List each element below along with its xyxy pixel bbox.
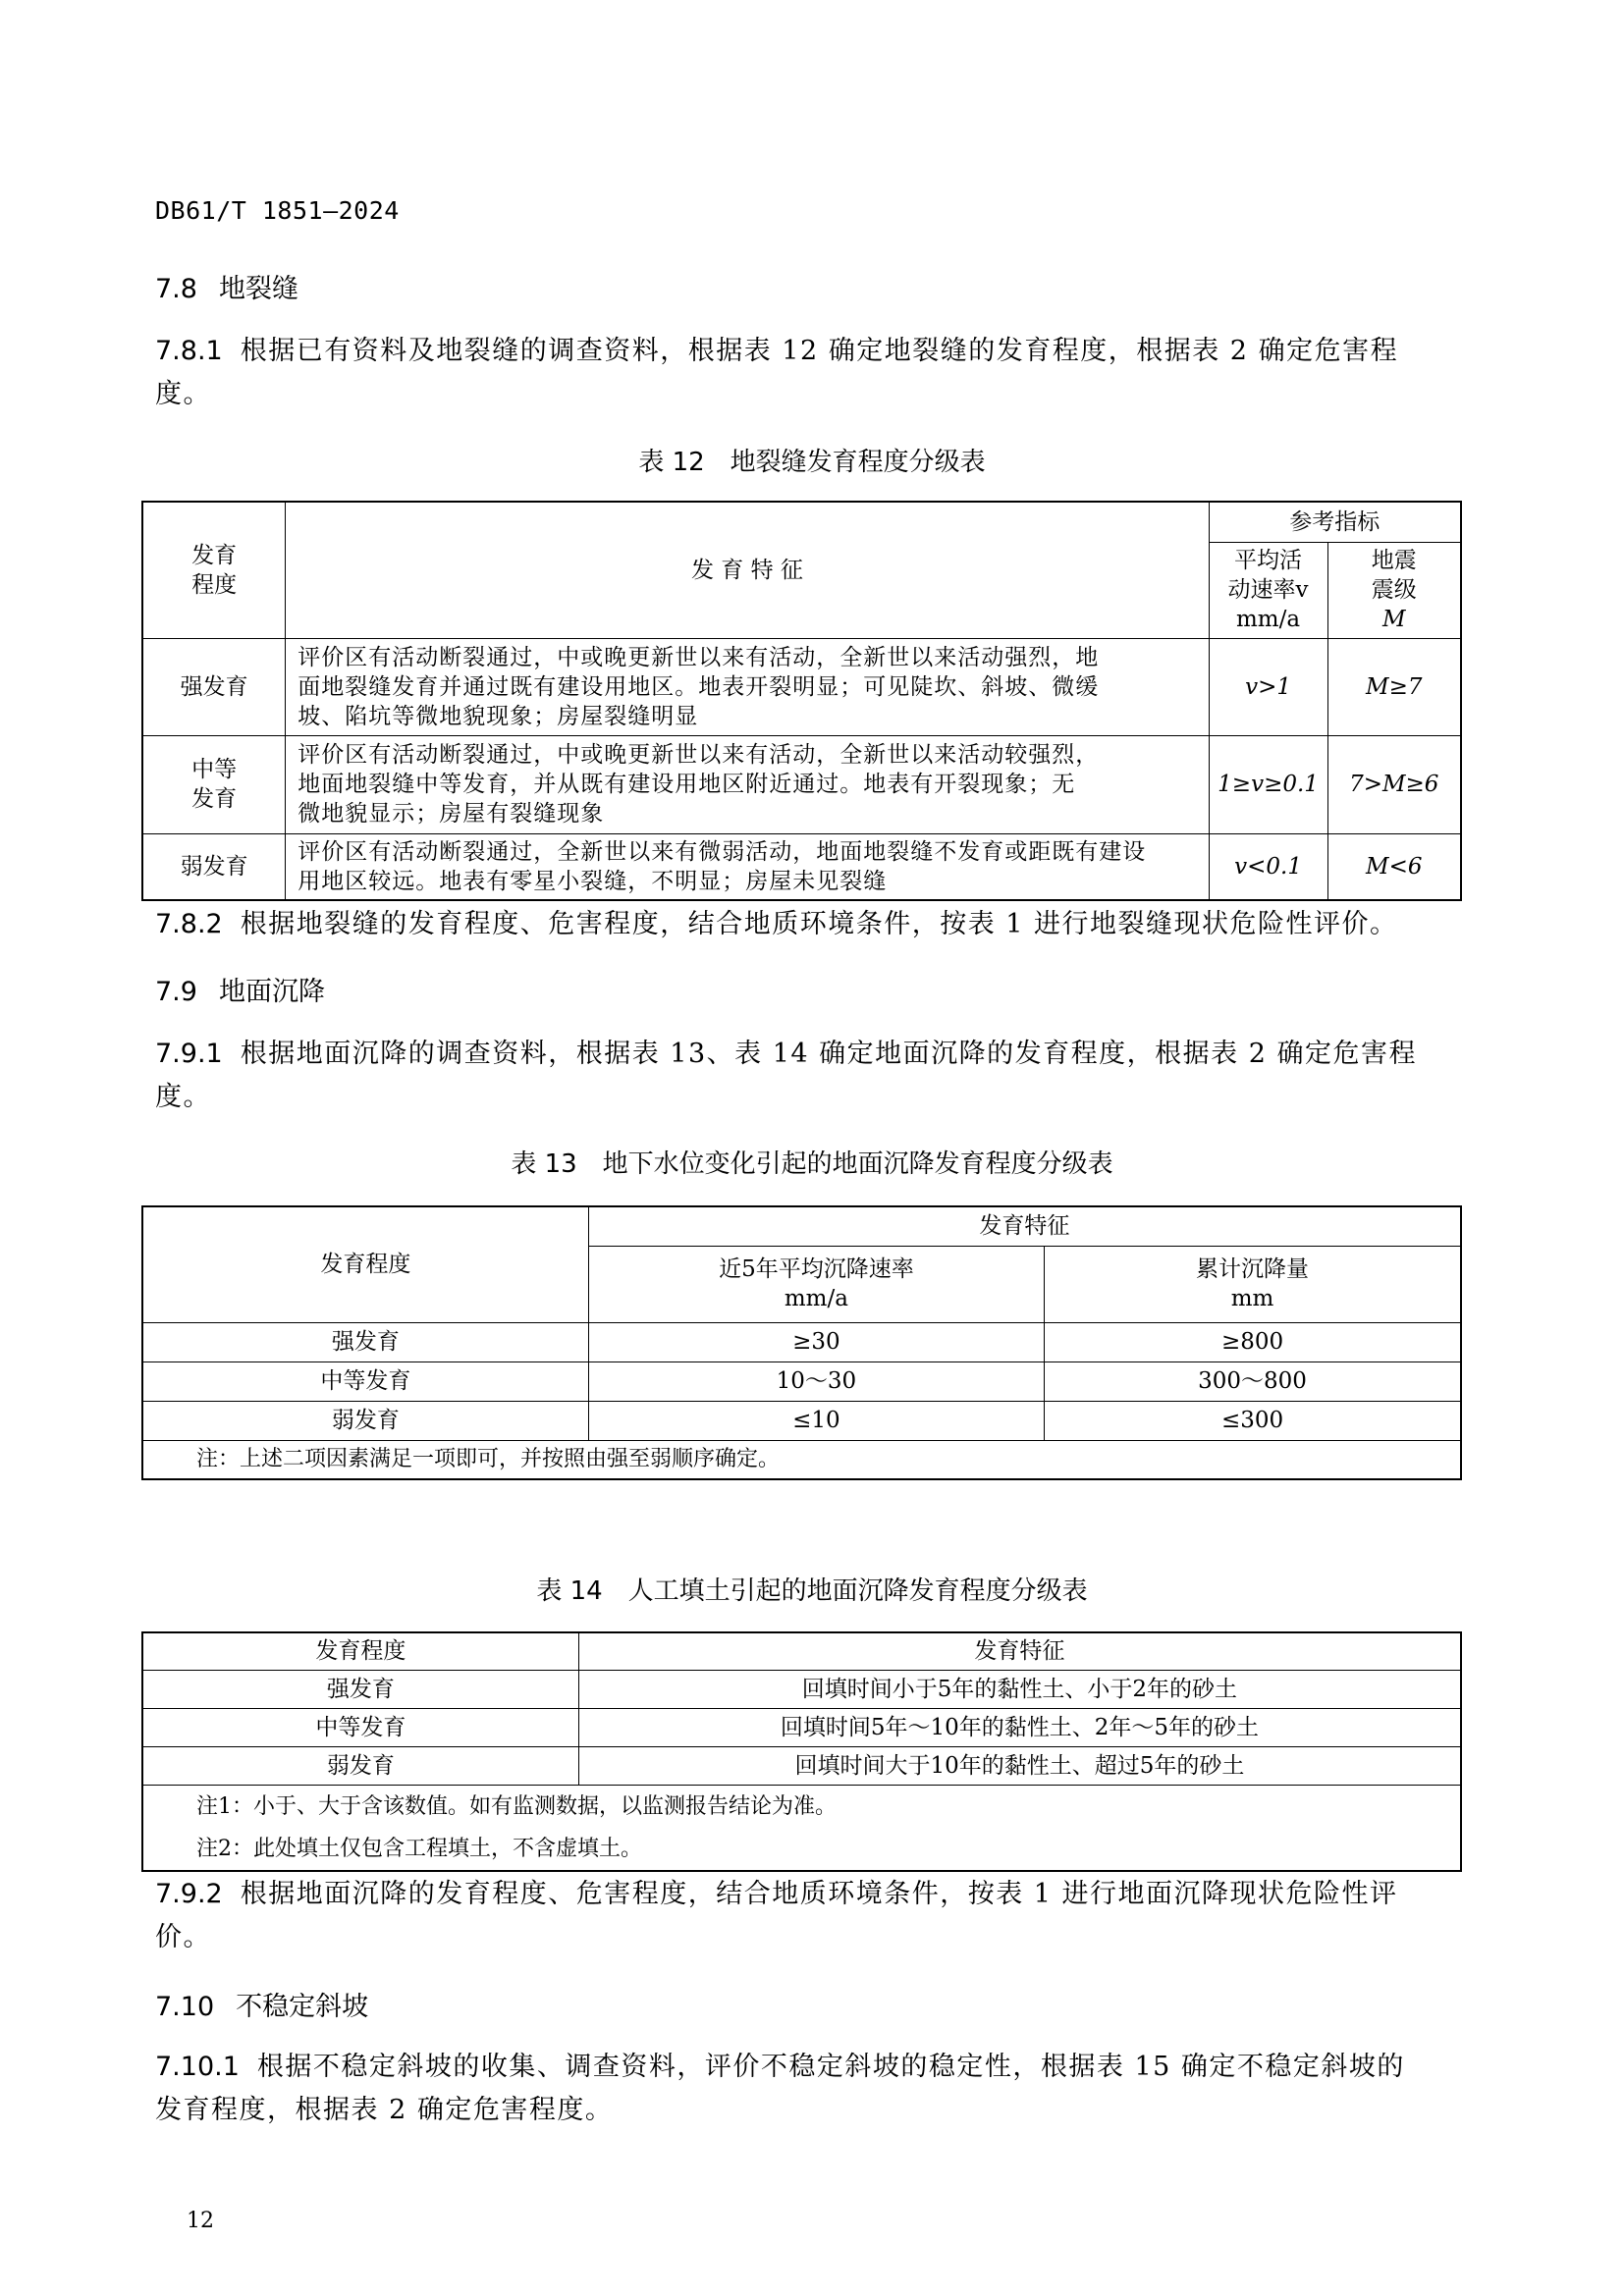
section-title: 不稳定斜坡 (236, 1992, 369, 2022)
table-row (142, 735, 1461, 833)
header-cell-feature: 发育特征 (588, 1206, 1461, 1246)
table-12 (141, 501, 1462, 901)
feature-cell: 评价区有活动断裂通过，全新世以来有微弱活动，地面地裂缝不发育或距既有建设 用地区较远。地表有零星小裂缝，不明显；房屋未见裂缝 (286, 833, 1209, 900)
level-cell: 弱发育 (142, 1746, 578, 1785)
velocity-cell: v<0.1 (1209, 833, 1327, 900)
clause-text-line-1: 根据已有资料及地裂缝的调查资料，根据表 12 确定地裂缝的发育程度，根据表 2 确定危害程 (240, 336, 1399, 366)
level-cell: 弱发育 (142, 1401, 588, 1440)
table-14 (141, 1631, 1462, 1872)
table-title: 地裂缝发育程度分级表 (730, 448, 986, 477)
table-13 (141, 1205, 1462, 1480)
magnitude-cell: M≥7 (1327, 638, 1461, 735)
header-cell-level: 发育程度 (142, 1632, 578, 1670)
header-cell-total: 累计沉降量 mm (1045, 1246, 1461, 1322)
table-row (142, 1322, 1461, 1362)
total-cell: ≥800 (1045, 1322, 1461, 1362)
table-row (142, 1708, 1461, 1746)
rate-cell: ≥30 (588, 1322, 1044, 1362)
total-cell: ≤300 (1045, 1401, 1461, 1440)
table-note-1: 注1：小于、大于含该数值。如有监测数据，以监测报告结论为准。 (196, 1793, 837, 1819)
header-cell-rate: 近5年平均沉降速率 mm/a (588, 1246, 1044, 1322)
velocity-cell: v>1 (1209, 638, 1327, 735)
clause-text-line-1: 根据不稳定斜坡的收集、调查资料，评价不稳定斜坡的稳定性，根据表 15 确定不稳定斜坡的 (256, 2052, 1405, 2082)
section-heading-7-10 (155, 1985, 368, 2023)
header-cell-feature: 发育特征 (578, 1632, 1461, 1670)
table-row (142, 1670, 1461, 1708)
section-number: 7.10 (155, 1992, 215, 2022)
feature-cell: 回填时间大于10年的黏性土、超过5年的砂土 (578, 1746, 1461, 1785)
table-note-2: 注2：此处填土仅包含工程填土，不含虚填土。 (196, 1836, 642, 1861)
clause-text-line-2: 度。 (155, 379, 211, 409)
total-cell: 300～800 (1045, 1362, 1461, 1401)
clause-number: 7.10.1 (155, 2052, 240, 2082)
clause-7-8-2 (155, 903, 1471, 946)
table-title: 人工填土引起的地面沉降发育程度分级表 (627, 1576, 1088, 1606)
table-number: 表 12 (638, 448, 705, 477)
clause-7-9-1 (155, 1033, 1471, 1119)
header-cell-velocity: 平均活 动速率v mm/a (1209, 542, 1327, 638)
header-cell-level: 发育程度 (142, 1206, 588, 1322)
table-notes (142, 1785, 1461, 1871)
level-cell: 强发育 (142, 1322, 588, 1362)
clause-7-10-1 (155, 2046, 1471, 2132)
header-cell-magnitude: 地震 震级 M (1327, 542, 1461, 638)
level-cell: 强发育 (142, 1670, 578, 1708)
section-title: 地裂缝 (218, 274, 298, 304)
table-note: 注：上述二项因素满足一项即可，并按照由强至弱顺序确定。 (142, 1440, 1461, 1479)
rate-cell: ≤10 (588, 1401, 1044, 1440)
clause-number: 7.8.1 (155, 336, 223, 366)
magnitude-cell: M<6 (1327, 833, 1461, 900)
clause-number: 7.9.2 (155, 1879, 223, 1909)
clause-text: 根据地裂缝的发育程度、危害程度，结合地质环境条件，按表 1 进行地裂缝现状危险性评价。 (240, 909, 1398, 939)
clause-text-line-2: 度。 (155, 1082, 211, 1112)
table-14-caption (0, 1571, 1624, 1607)
magnitude-cell: 7>M≥6 (1327, 735, 1461, 833)
header-cell-level: 发育 程度 (142, 502, 286, 638)
clause-number: 7.8.2 (155, 909, 223, 939)
velocity-cell: 1≥v≥0.1 (1209, 735, 1327, 833)
clause-text-line-1: 根据地面沉降的发育程度、危害程度，结合地质环境条件，按表 1 进行地面沉降现状危险性评 (240, 1879, 1398, 1909)
table-row (142, 833, 1461, 900)
feature-cell: 回填时间小于5年的黏性土、小于2年的砂土 (578, 1670, 1461, 1708)
clause-text-line-2: 价。 (155, 1922, 211, 1952)
level-cell: 强发育 (142, 638, 286, 735)
rate-cell: 10～30 (588, 1362, 1044, 1401)
table-number: 表 13 (511, 1149, 577, 1179)
clause-7-9-2 (155, 1873, 1471, 1959)
feature-cell: 评价区有活动断裂通过，中或晚更新世以来有活动，全新世以来活动较强烈， 地面地裂缝中等发育，并从既有建设用地区附近通过。地表有开裂现象；无 微地貌显示；房屋有裂缝现象 (286, 735, 1209, 833)
section-number: 7.9 (155, 977, 197, 1007)
table-row (142, 1401, 1461, 1440)
table-number: 表 14 (536, 1576, 603, 1606)
level-cell: 弱发育 (142, 833, 286, 900)
clause-number: 7.9.1 (155, 1039, 223, 1069)
document-code: DB61/T 1851—2024 (155, 196, 400, 225)
level-cell: 中等 发育 (142, 735, 286, 833)
clause-7-8-1 (155, 330, 1471, 416)
section-heading-7-8 (155, 267, 298, 305)
page-number: 12 (187, 2209, 214, 2233)
clause-text-line-1: 根据地面沉降的调查资料，根据表 13、表 14 确定地面沉降的发育程度，根据表 2 确定危害程 (240, 1039, 1418, 1069)
feature-cell: 回填时间5年～10年的黏性土、2年～5年的砂土 (578, 1708, 1461, 1746)
table-12-caption (0, 442, 1624, 478)
level-cell: 中等发育 (142, 1362, 588, 1401)
level-cell: 中等发育 (142, 1708, 578, 1746)
section-number: 7.8 (155, 274, 197, 304)
header-cell-reference: 参考指标 (1209, 502, 1461, 542)
table-row (142, 638, 1461, 735)
table-13-caption (0, 1144, 1624, 1180)
header-cell-feature: 发 育 特 征 (286, 502, 1209, 638)
section-title: 地面沉降 (218, 977, 325, 1007)
feature-cell: 评价区有活动断裂通过，中或晚更新世以来有活动，全新世以来活动强烈，地 面地裂缝发育并通过既有建设用地区。地表开裂明显；可见陡坎、斜坡、微缓 坡、陷坑等微地貌现象；房屋裂缝明显 (286, 638, 1209, 735)
section-heading-7-9 (155, 970, 325, 1008)
table-row (142, 1362, 1461, 1401)
clause-text-line-2: 发育程度，根据表 2 确定危害程度。 (155, 2095, 614, 2125)
table-row (142, 1746, 1461, 1785)
table-title: 地下水位变化引起的地面沉降发育程度分级表 (602, 1149, 1113, 1179)
